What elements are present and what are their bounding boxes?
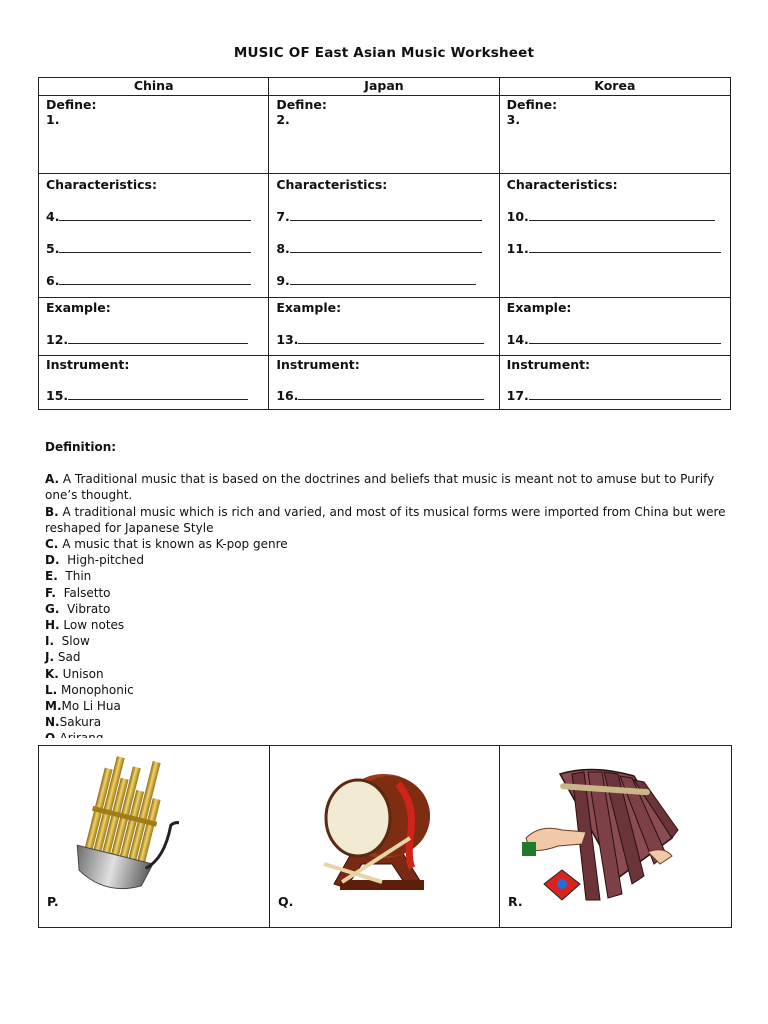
gayageum-hand-icon [522,760,682,910]
instrument-label: Instrument: [506,357,591,372]
example-label: Example: [276,300,342,315]
definition-letter: E. [45,569,58,584]
answer-number: 17. [506,388,529,403]
answer-blank[interactable] [529,332,721,344]
definition-text: Sad [54,650,81,665]
characteristics-cell-china[interactable] [39,174,269,298]
answer-blank[interactable] [298,332,484,344]
definition-letter: B. [45,504,59,519]
answer-line[interactable] [276,332,491,347]
answer-number: 16. [276,388,299,403]
definition-item [45,633,735,649]
answer-line[interactable] [46,388,261,403]
instrument-cell-china[interactable] [39,356,269,410]
answer-number: 15. [46,388,69,403]
answer-number: 7. [276,209,290,224]
definition-text: Low notes [59,618,125,633]
worksheet-title: MUSIC OF East Asian Music Worksheet [233,45,535,61]
define-number: 3. [506,112,521,127]
taiko-drum-icon [312,764,442,914]
answer-number: 8. [276,241,290,256]
answer-blank[interactable] [68,332,248,344]
picture-cell-r[interactable] [500,746,732,928]
definition-item [45,471,735,503]
definition-text: Thin [57,569,92,584]
definition-letter: M. [45,699,62,714]
definition-letter: H. [45,618,60,633]
answer-line[interactable] [46,332,261,347]
definition-text: Mo Li Hua [61,699,121,714]
definition-text: Falsetto [56,585,111,600]
picture-label-q: Q. [278,894,294,909]
answer-line[interactable] [507,332,723,347]
define-number: 2. [276,112,290,127]
answer-number: 5. [46,241,60,256]
definition-item [45,504,735,536]
answer-number: 9. [276,273,290,288]
definition-letter: D. [45,553,60,568]
definition-letter: F. [45,585,56,600]
answer-number: 4. [46,209,60,224]
answer-line[interactable] [507,388,723,403]
characteristics-cell-korea[interactable] [499,174,730,298]
define-cell-japan[interactable] [269,96,499,174]
picture-label-p: P. [47,894,59,909]
define-cell-korea[interactable] [499,96,730,174]
define-cell-china[interactable] [39,96,269,174]
answer-line[interactable] [46,273,261,288]
definition-letter: I. [45,634,55,649]
definition-letter: L. [45,682,58,697]
characteristics-label: Characteristics: [46,177,157,192]
definition-text: High-pitched [59,553,144,568]
definition-item [45,682,735,698]
example-label: Example: [46,300,111,315]
answer-blank[interactable] [529,241,721,253]
answer-line[interactable] [46,209,261,224]
answer-blank[interactable] [529,209,715,221]
column-header-china: China [39,78,269,96]
answer-blank[interactable] [529,388,721,400]
definition-letter: A. [45,472,60,487]
definition-letter: J. [45,650,55,665]
answer-number: 12. [46,332,69,347]
answer-line[interactable] [276,241,491,256]
definition-letter: K. [45,666,59,681]
answer-line[interactable] [46,241,261,256]
instrument-label: Instrument: [46,357,130,372]
answer-blank[interactable] [59,241,251,253]
answer-blank[interactable] [298,388,484,400]
characteristics-label: Characteristics: [506,177,618,192]
definition-item [45,552,735,568]
definition-text: A Traditional music that is based on the doctrines and beliefs that music is meant not to amuse but to Purify one’s thought. [45,472,719,503]
answer-line[interactable] [276,273,491,288]
answer-blank[interactable] [59,273,251,285]
instrument-label: Instrument: [276,357,360,372]
definition-item [45,698,735,714]
define-label: Define: [506,97,558,112]
definition-text: Slow [54,634,90,649]
definition-item [45,536,735,552]
answer-blank[interactable] [68,388,248,400]
answer-line[interactable] [276,388,491,403]
answer-number: 10. [506,209,529,224]
definition-item [45,617,735,633]
characteristics-cell-japan[interactable] [269,174,499,298]
definition-item [45,585,735,601]
definition-text: Unison [58,666,104,681]
definition-item [45,649,735,665]
answer-blank[interactable] [290,209,482,221]
answer-line[interactable] [276,209,491,224]
definition-text: Vibrato [59,601,111,616]
instrument-picture-table [38,745,732,928]
instrument-cell-japan[interactable] [269,356,499,410]
definition-text: A traditional music which is rich and varied, and most of its musical forms were imported from China but were reshaped for Japanese Style [45,504,730,535]
example-cell-china[interactable] [39,298,269,356]
definition-letter: C. [45,537,59,552]
definition-item [45,601,735,617]
definition-item [45,714,735,730]
characteristics-label: Characteristics: [276,177,388,192]
picture-cell-p[interactable] [39,746,270,928]
definition-text: A music that is known as K-pop genre [58,537,288,552]
definition-item [45,568,735,584]
definition-item [45,666,735,682]
column-header-korea: Korea [499,78,730,96]
definition-text: Sakura [59,715,102,730]
picture-label-r: R. [508,894,523,909]
picture-cell-q[interactable] [270,746,500,928]
worksheet-table [38,77,731,410]
answer-number: 11. [506,241,529,256]
answer-blank[interactable] [290,241,482,253]
example-label: Example: [506,300,572,315]
answer-blank[interactable] [290,273,476,285]
answer-line[interactable] [507,241,723,256]
definition-text: Monophonic [57,682,134,697]
answer-number: 6. [46,273,60,288]
answer-line[interactable] [507,209,723,224]
example-cell-korea[interactable] [499,298,730,356]
define-number: 1. [46,112,60,127]
define-label: Define: [46,97,97,112]
definition-letter: G. [45,601,60,616]
sheng-icon [69,752,179,902]
define-label: Define: [276,97,327,112]
answer-number: 14. [506,332,529,347]
definition-list [45,439,735,747]
definition-letter: N. [45,715,60,730]
definition-heading: Definition: [45,440,117,454]
answer-number: 13. [276,332,299,347]
instrument-cell-korea[interactable] [499,356,730,410]
column-header-japan: Japan [269,78,499,96]
answer-blank[interactable] [59,209,251,221]
example-cell-japan[interactable] [269,298,499,356]
